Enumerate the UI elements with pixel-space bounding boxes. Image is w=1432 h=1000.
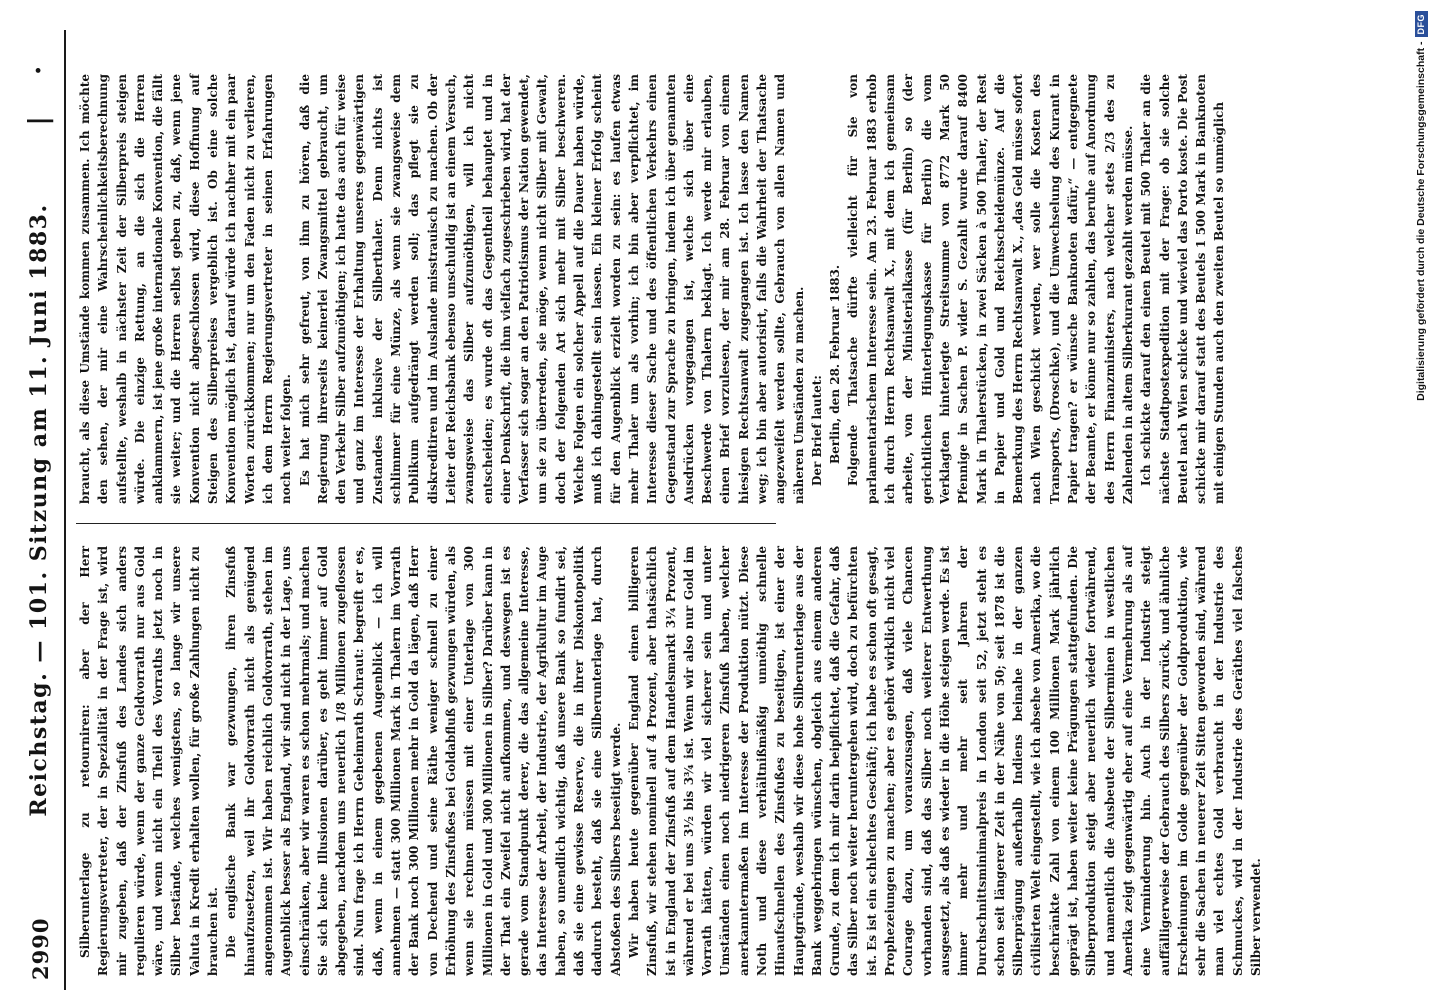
page-title: Reichstag. — 101. Sitzung am 11. Juni 1883. — [26, 203, 52, 817]
column-divider — [76, 523, 776, 524]
right-column-paragraph: braucht, als diese Umstände kommen zusammen. Ich möchte den sehen, der mir eine Wahrscheinlichkeitsberechnung aufstellte, weshalb in nächster Zeit der Silberpreis steigen würde. Die einzige Rettung, an die sich die Herren anklammern, ist jene große internationale Konvention, die fällt sie weiter; und die Herren selbst geben zu, daß, wenn jene Konvention nicht abgeschlossen wird, diese Hoffnung auf Steigen des Silberpreises vergeblich ist. Ob eine solche Konvention möglich ist, darauf würde ich nachher mit ein paar Worten zurückkommen; nur um den Faden nicht zu verlieren, ich dem Herrn Regierungsvertreter in seinen Erfahrungen noch weiter folgen. — [78, 74, 294, 504]
dfg-logo: DFG — [1415, 11, 1428, 38]
right-column-paragraph: Der Brief lautet: — [809, 375, 824, 486]
left-column-paragraph: Silberunterlage zu retourniren: aber der Herr Regierungsvertreter, der in Spezialität in der Frage ist, wird mir zugeben, daß der Zinsfuß des Landes sich anders regulieren würde, wenn der ganze Geldvorrath nur aus Gold wäre, und wenn nicht ein Theil des Vorraths jetzt noch in Silber bestände, welches wenigstens, so lange wir unsere Valuta in Kredit erhalten wollen, für große Zahlungen nicht zu brauchen ist. — [78, 546, 221, 976]
left-column-paragraph: Wir haben heute gegenüber England einen billigeren Zinsfuß, wir stehen nominell auf 4 Prozent, aber thatsächlich ist in England der Zinsfuß auf dem Handelsmarkt 3¼ Prozent, während er bei uns 3½ bis 3¾ ist. Wenn wir also nur Gold im Vorrath hätten, würden wir viel sicherer sein und unter Umständen einen noch niedrigeren Zinsfuß haben, welcher anerkanntermaßen im Interesse der Produktion nützt. Diese Noth und diese verhältnißmäßig unnöthig schnelle Hinaufschnellen des Zinsfußes zu beseitigen, ist einer der Hauptgründe, weshalb wir diese hohe Silberunterlage aus der Bank weggebringen wünschen, obgleich aus einem anderen Grunde, zu dem ich mir darin beipflichtet, daß die Gefahr, daß das Silber noch weiter heruntergehen wird, doch zu befürchten ist. Es ist ein schlechtes Geschäft; ich habe es schon oft gesagt, Prophezeiungen zu machen; aber es gehört wirklich nicht viel Courage dazu, um vorauszusagen, daß viele Chancen vorhanden sind, daß das Silber noch weiterer Entwerthung ausgesetzt, als daß es wieder in die Höhe steigen werde. Es ist immer mehr und mehr seit Jahren der Durchschnittsminimalpreis in London seit 52, jetzt steht es schon seit längerer Zeit in der Nähe von 50; seit 1878 ist die Silberprägung außerhalb Indiens beinahe in der ganzen civilisirten Welt eingestellt, wie ich absehe von Amerika, wo die beschränkte Zahl von einem 100 Millionen Mark jährlich geprägt ist, haben weiter keine Prägungen stattgefunden. Die Silberproduktion steigt aber neuerlich wieder fortwährend, und namentlich die Ausbeute der Silberminen in westlichen Amerika zeigt gegenwärtig eher auf eine Vermehrung als auf eine Verminderung hin. Auch in der Industrie steigt auffälligerweise der Gebrauch des Silbers zurück, und ähnliche Erscheinungen im Golde gegenüber der Goldproduktion, wie sehr die Sachen in neuerer Zeit Sitten geworden sind, während man viel echtes Gold verbraucht in der Industrie des Schmuckes, wird in der Industrie des Geräthes viel falsches Silber verwendet. — [626, 546, 1263, 976]
header-marker: | · — [24, 50, 54, 126]
page-number: 2990 — [28, 917, 53, 980]
right-column-paragraph: Ich schickte darauf den einen Beutel mit 500 Thaler an die nächste Stadtpostexpedition mit der Frage: ob sie solche Beutel nach Wien schicke und wieviel das Porto koste. Die Post schickte mir darauf statt des Beutels 1 500 Mark in Banknoten mit einigen Stunden auch den zweiten Beutel so unmöglich — [1139, 74, 1227, 504]
right-column-paragraph: Es hat mich sehr gefreut, von ihm zu hören, daß die Regierung ihrerseits keinerlei Zwangsmittel gebraucht, um den Verkehr Silber aufzunöthigen; ich hatte das auch für weise und ganz im Interesse der Erhaltung unseres gegenwärtigen Zustandes inklusive der Silberthaler. Denn nichts ist schlimmer für eine Münze, als wenn sie zwangsweise dem Publikum aufgedrängt werden soll; das pflegt sie zu diskreditiren und im Auslande misstrauisch zu machen. Ob der Leiter der Reichsbank ebenso unschuldig ist an einem Versuch, zwangsweise das Silber aufzunöthigen, will ich nicht entscheiden; es wurde oft das Gegentheil behauptet und in einer Denkschrift, die ihm vielfach zugeschrieben wird, hat der Verfasser sich sogar an den Patriotismus der Nation gewendet, um sie zu überreden, sie möge, wenn nicht Silber mit Gewalt, doch der folgenden Art sich mehr mit Silber beschweren. Welche Folgen ein solcher Appell auf die Dauer haben würde, muß ich dahingestellt sein lassen. Ein kleiner Erfolg scheint für den Augenblick erzielt worden zu sein: es laufen etwas mehr Thaler um als vorhin; ich bin aber verpflichtet, im Interesse dieser Sache und des öffentlichen Verkehrs einen Gegenstand zur Sprache zu bringen, indem ich über genannten Ausdrücken vorgegangen ist, welche sich über eine Beschwerde von Thalern beklagt. Ich werde mir erlauben, einen Brief vorzulesen, der mir am 28. Februar von einem hiesigen Rechtsanwalt zugegangen ist. Ich lasse den Namen weg; ich bin aber autorisirt, falls die Wahrheit der Thatsache angezweifelt werden sollte, Gebrauch von allen Namen und näheren Umständen zu machen. — [297, 74, 806, 504]
right-column-paragraph: Folgende Thatsache dürfte vielleicht für Sie von parlamentarischem Interesse sein. Am 23. Februar 1883 erhob ich durch Herrn Rechtsanwalt X., mit dem ich gemeinsam arbeite, von der Ministerialkasse (für Berlin) so (der gerichtlichen Hinterlegungskasse für Berlin) die vom Verklagten hinterlegte Streitsumme von 8772 Mark 50 Pfennige in Sachen P. wider S. Gezahlt wurde darauf 8400 Mark in Thalerstücken, in zwei Säcken à 500 Thaler, der Rest in Papier und Gold und Reichsscheidemünze. Auf die Bemerkung des Herrn Rechtsanwalt X., „das Geld müsse sofort nach Wien geschickt werden, wer solle die Kosten des Transports, (Droschke), und die Umwechselung des Kurant in Papier tragen? er wünsche Banknoten dafür,“ — entgegnete der Beamte, er könne nur so zahlen, das beruhe auf Anordnung des Herrn Finanzministers, nach welcher stets 2/3 des zu Zahlenden in altem Silberkurant gezahlt werden müsse. — [846, 74, 1135, 504]
page-header — [20, 30, 66, 990]
attribution-text: Digitalisierung gefördert durch die Deutsche Forschungsgemeinschaft - — [1415, 41, 1427, 401]
right-column-paragraph: Berlin, den 28. Februar 1883. — [828, 264, 843, 464]
right-text-column — [76, 74, 1227, 504]
dfg-attribution — [1414, 7, 1428, 993]
rotated-document-page — [20, 30, 1400, 990]
left-column-paragraph: Die englische Bank war gezwungen, ihren Zinsfuß hinaufzusetzen, weil ihr Goldvorrath nicht als genügend angenommen ist. Wir haben reichlich Goldvorrath, stehen im Augenblick besser als England, wir sind nicht in der Lage, uns einschränken, aber wir waren es schon mehrmals; und machen Sie sich keine Illusionen darüber, es geht immer auf Gold abgegeben, nachdem uns neuerlich 1/8 Millionen zugeflossen sind. Nun frage ich Herrn Geheimrath Schraut: begreift er es, daß, wenn in einem gegebenen Augenblick — ich will annehmen — statt 300 Millionen Mark in Thalern im Vorrath der Bank noch 300 Millionen mehr in Gold da lägen, daß Herr von Dechend und seine Räthe weniger schnell zu einer Erhöhung des Zinsfußes bei Goldabfluß gezwungen würden, als wenn sie rechnen müssen mit einer Unterlage von 300 Millionen in Gold und 300 Millionen in Silber? Darüber kann in der That ein Zweifel nicht aufkommen, und deswegen ist es gerade vom Standpunkt derer, die das allgemeine Interesse, das Interesse der Arbeit, der Industrie, der Agrikultur im Auge haben, so unendlich wichtig, daß unsere Bank so fundirt sei, daß sie eine gewisse Reserve, die in ihrer Diskontopolitik dadurch besteht, daß sie eine Silberunterlage hat, durch Abstoßen des Silbers beseitigt werde. — [224, 546, 623, 976]
left-text-column — [76, 546, 1263, 976]
